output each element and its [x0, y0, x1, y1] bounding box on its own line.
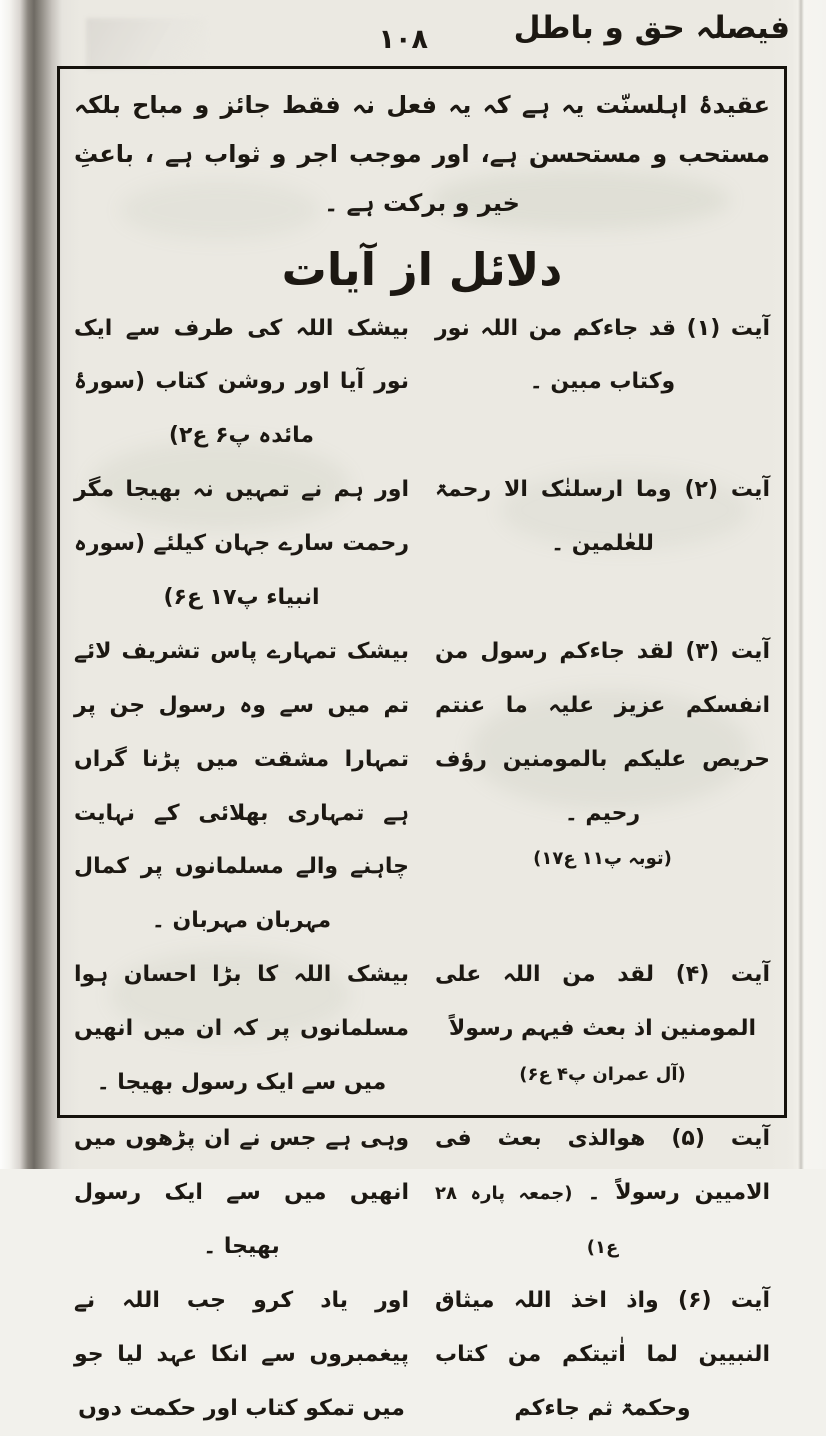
intro-paragraph: عقیدۂ اہلسنّت یہ ہے کہ یہ فعل نہ فقط جائز و مباح بلکہ مستحب و مستحسن ہے، اور موجب اجر و ثواب ہے ، باعثِ خیر و برکت ہے ۔ [74, 91, 770, 218]
verse-translation-cell [74, 302, 409, 464]
verse-translation-cell [74, 1112, 409, 1274]
page-corner-smudge [86, 18, 206, 70]
verse-arabic-cell [435, 302, 770, 464]
verse-urdu-translation: بیشک اللہ کی طرف سے ایک نور آیا اور روشن کتاب (سورۂ مائدہ پ۶ ع۲) [74, 315, 409, 449]
content-frame [57, 66, 787, 1421]
verse-arabic-cell [435, 1112, 770, 1274]
verse-urdu-translation: اور ہم نے تمہیں نہ بھیجا مگر رحمت سارے جہان کیلئے (سورہ انبیاء پ۱۷ ع۶) [74, 477, 409, 611]
verse-translation-cell [74, 1274, 409, 1436]
verse-arabic-text: آیت (۴) لقد من اللہ علی المومنین اذ بعث فیہم رسولاً [435, 962, 770, 1042]
verse-urdu-translation: بیشک تمہارے پاس تشریف لائے تم میں سے وہ رسول جن پر تمہارا مشقت میں پڑنا گراں ہے تمہاری بھلائی کے نہایت چاہنے والے مسلمانوں پر کمال مہربان مہربان ۔ [74, 638, 409, 934]
verse-urdu-translation: وہی ہے جس نے ان پڑھوں میں انھیں میں سے ایک رسول بھیجا ۔ [74, 1126, 409, 1260]
verse-arabic-text [435, 1112, 770, 1274]
verse-arabic-cell [435, 1274, 770, 1436]
section-heading: دلائل از آیات [281, 242, 563, 296]
verse-citation: (توبہ پ۱۱ ع۱۷) [533, 848, 672, 870]
verse-arabic-fragment: آیت (۵) ھوالذی بعث فی الامیین رسولاً ۔ [435, 1126, 770, 1206]
page-number: ۱۰۸ [378, 24, 428, 55]
verse-arabic-cell [435, 625, 770, 948]
verse-translation-cell [74, 948, 409, 1112]
verse-translation-cell [74, 463, 409, 625]
verse-translation-cell [74, 625, 409, 948]
verse-citation: (جمعہ پارہ ۲۸ ع۱) [435, 1183, 619, 1259]
verse-urdu-translation: بیشک اللہ کا بڑا احسان ہوا مسلمانوں پر کہ ان میں انھیں میں سے ایک رسول بھیجا ۔ [74, 962, 409, 1096]
verse-arabic-cell [435, 463, 770, 625]
verse-citation: (آل عمران پ۴ ع۶) [519, 1064, 686, 1086]
verse-urdu-translation: اور یاد کرو جب اللہ نے پیغمبروں سے انکا عہد لیا جو میں تمکو کتاب اور حکمت دوں [74, 1287, 409, 1421]
verse-arabic-text: آیت (۲) وما ارسلنٰک الا رحمۃ للعٰلمین ۔ [435, 477, 770, 557]
verse-arabic-text: آیت (۶) واذ اخذ اللہ میثاق النبیین لما اٰتیتکم من کتاب وحکمۃ ثم جاءکم [435, 1287, 770, 1421]
verse-arabic-cell [435, 948, 770, 1112]
verses-two-column-layout [74, 302, 770, 1436]
verse-arabic-text: آیت (۱) قد جاءکم من اللہ نور وکتاب مبین ۔ [435, 315, 771, 395]
verse-arabic-text: آیت (۳) لقد جاءکم رسول من انفسکم عزیز علیہ ما عنتم حریص علیکم بالمومنین رؤف رحیم ۔ [435, 638, 770, 826]
running-book-title: فیصلہ حق و باطل [513, 10, 790, 46]
